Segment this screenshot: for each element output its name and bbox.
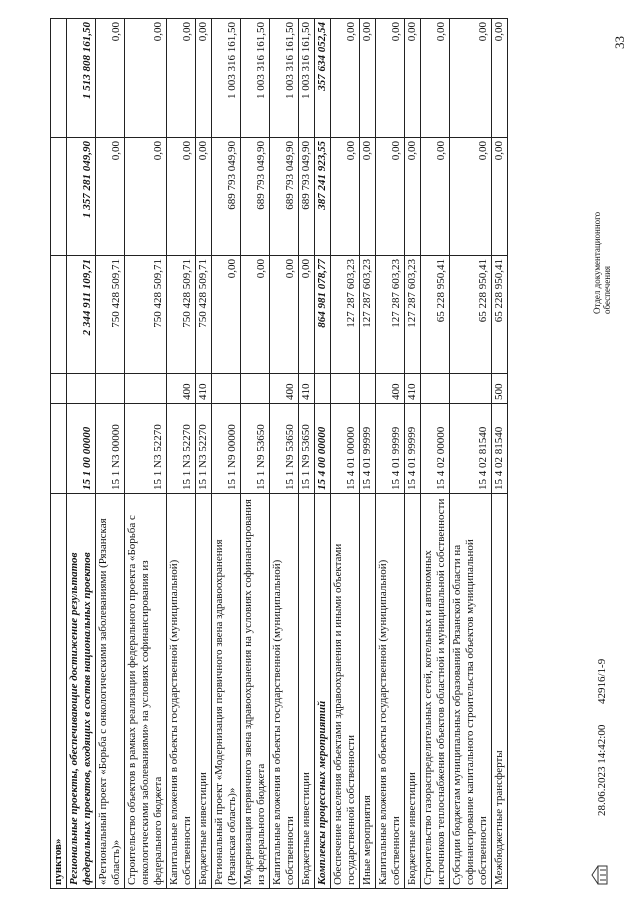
row-vr-cell	[67, 374, 96, 404]
row-amount-2025-cell: 0,00	[167, 19, 196, 138]
row-amount-2024-cell: 0,00	[360, 138, 376, 256]
row-code-cell: 15 4 01 00000	[331, 404, 360, 494]
row-amount-2023-cell: 0,00	[241, 256, 270, 374]
row-amount-2023-cell: 750 428 509,71	[167, 256, 196, 374]
table-row	[360, 19, 376, 889]
table-row	[270, 19, 299, 889]
row-amount-2024-cell: 0,00	[196, 138, 212, 256]
row-amount-2023-cell: 750 428 509,71	[96, 256, 125, 374]
row-name-cell: Субсидии бюджетам муниципальных образований Рязанской области на софинансирование капитального строительства объектов муниципальной собственности	[450, 494, 492, 889]
row-amount-2025-cell: 357 634 052,54	[315, 19, 331, 138]
row-name-cell: Строительство объектов в рамках реализации федерального проекта «Борьба с онкологическими заболеваниями» на условиях софинансирования из федерального бюджета	[125, 494, 167, 889]
row-vr-cell	[241, 374, 270, 404]
row-amount-2025-cell: 0,00	[421, 19, 450, 138]
row-amount-2023-cell: 65 228 950,41	[492, 256, 508, 374]
row-name-cell: Региональный проект «Модернизация первичного звена здравоохранения (Рязанская область)»	[212, 494, 241, 889]
row-amount-2024-cell: 689 793 049,90	[241, 138, 270, 256]
row-code-cell: 15 4 01 99999	[360, 404, 376, 494]
row-name-cell: Капитальные вложения в объекты государственной (муниципальной) собственности	[167, 494, 196, 889]
row-amount-2023-cell: 0,00	[270, 256, 299, 374]
row-code-cell: 15 1 N9 00000	[212, 404, 241, 494]
row-vr-cell: 400	[376, 374, 405, 404]
row-code-cell: 15 4 00 00000	[315, 404, 331, 494]
row-code-cell: 15 1 N3 52270	[167, 404, 196, 494]
row-name-cell: пунктов»	[51, 494, 67, 889]
table-row	[450, 19, 492, 889]
row-name-cell: «Региональный проект «Борьба с онкологическими заболеваниями (Рязанская область)»	[96, 494, 125, 889]
row-amount-2025-cell	[51, 19, 67, 138]
table-row	[376, 19, 405, 889]
table-row	[67, 19, 96, 889]
row-amount-2025-cell: 0,00	[125, 19, 167, 138]
row-amount-2024-cell: 0,00	[421, 138, 450, 256]
row-amount-2024-cell: 0,00	[376, 138, 405, 256]
row-amount-2023-cell: 127 287 603,23	[331, 256, 360, 374]
row-amount-2023-cell: 750 428 509,71	[196, 256, 212, 374]
row-amount-2024-cell: 0,00	[450, 138, 492, 256]
row-name-cell: Капитальные вложения в объекты государственной (муниципальной) собственности	[270, 494, 299, 889]
row-vr-cell: 400	[167, 374, 196, 404]
row-vr-cell: 500	[492, 374, 508, 404]
row-vr-cell	[360, 374, 376, 404]
table-row	[96, 19, 125, 889]
row-code-cell: 15 1 N9 53650	[241, 404, 270, 494]
footer-dept-line2: обеспечения	[602, 265, 612, 314]
row-code-cell: 15 1 N3 52270	[196, 404, 212, 494]
table-row	[331, 19, 360, 889]
row-name-cell: Модернизация первичного звена здравоохранения на условиях софинансирования из федерального бюджета	[241, 494, 270, 889]
row-amount-2023-cell: 750 428 509,71	[125, 256, 167, 374]
row-amount-2024-cell: 0,00	[492, 138, 508, 256]
row-vr-cell: 410	[405, 374, 421, 404]
footer-dept-line1: Отдел документационного	[592, 211, 602, 314]
row-name-cell: Региональные проекты, обеспечивающие достижение результатов федеральных проектов, входящих в состав национальных проектов	[67, 494, 96, 889]
row-code-cell: 15 1 N3 00000	[96, 404, 125, 494]
row-code-cell: 15 4 01 99999	[376, 404, 405, 494]
row-code-cell: 15 1 00 00000	[67, 404, 96, 494]
row-amount-2025-cell: 0,00	[492, 19, 508, 138]
row-code-cell: 15 4 02 00000	[421, 404, 450, 494]
row-amount-2025-cell: 0,00	[96, 19, 125, 138]
row-amount-2025-cell: 0,00	[405, 19, 421, 138]
row-code-cell: 15 1 N9 53650	[299, 404, 315, 494]
footer-doc-id: 42916/1-9	[596, 658, 608, 704]
row-amount-2023-cell: 0,00	[212, 256, 241, 374]
table-row	[421, 19, 450, 889]
table-row	[196, 19, 212, 889]
row-vr-cell	[212, 374, 241, 404]
row-amount-2024-cell: 0,00	[331, 138, 360, 256]
row-amount-2025-cell: 1 003 316 161,50	[241, 19, 270, 138]
row-vr-cell	[315, 374, 331, 404]
row-vr-cell	[96, 374, 125, 404]
row-name-cell: Бюджетные инвестиции	[299, 494, 315, 889]
table-row	[51, 19, 67, 889]
row-name-cell: Бюджетные инвестиции	[196, 494, 212, 889]
row-amount-2025-cell: 0,00	[360, 19, 376, 138]
table-row	[492, 19, 508, 889]
row-vr-cell: 410	[299, 374, 315, 404]
row-amount-2025-cell: 1 513 808 161,50	[67, 19, 96, 138]
row-amount-2024-cell	[51, 138, 67, 256]
table-body	[51, 19, 508, 889]
row-vr-cell	[125, 374, 167, 404]
table-row	[405, 19, 421, 889]
table-row	[299, 19, 315, 889]
page-number: 33	[612, 36, 627, 49]
row-vr-cell	[51, 374, 67, 404]
table-row	[212, 19, 241, 889]
table-row	[241, 19, 270, 889]
row-amount-2025-cell: 0,00	[376, 19, 405, 138]
row-amount-2024-cell: 689 793 049,90	[270, 138, 299, 256]
emblem-icon	[590, 864, 613, 886]
footer-department	[592, 174, 612, 314]
row-amount-2023-cell: 2 344 911 109,71	[67, 256, 96, 374]
row-name-cell: Строительство газораспределительных сетей, котельных и автономных источников теплоснабжения объектов областной и муниципальной собственности	[421, 494, 450, 889]
row-amount-2023-cell: 127 287 603,23	[360, 256, 376, 374]
row-name-cell: Обеспечение населения объектами здравоохранения и иными объектами государственной собственности	[331, 494, 360, 889]
row-code-cell: 15 1 N9 53650	[270, 404, 299, 494]
row-name-cell: Капитальные вложения в объекты государственной (муниципальной) собственности	[376, 494, 405, 889]
row-name-cell: Комплексы процессных мероприятий	[315, 494, 331, 889]
row-amount-2024-cell: 0,00	[167, 138, 196, 256]
row-name-cell: Иные мероприятия	[360, 494, 376, 889]
table-row	[167, 19, 196, 889]
row-amount-2025-cell: 0,00	[331, 19, 360, 138]
table-row	[315, 19, 331, 889]
row-amount-2025-cell: 1 003 316 161,50	[270, 19, 299, 138]
row-code-cell: 15 4 02 81540	[450, 404, 492, 494]
row-amount-2025-cell: 1 003 316 161,50	[299, 19, 315, 138]
row-vr-cell	[421, 374, 450, 404]
row-amount-2025-cell: 1 003 316 161,50	[212, 19, 241, 138]
row-vr-cell: 410	[196, 374, 212, 404]
row-amount-2024-cell: 0,00	[405, 138, 421, 256]
row-amount-2024-cell: 689 793 049,90	[299, 138, 315, 256]
row-amount-2023-cell: 127 287 603,23	[405, 256, 421, 374]
row-amount-2025-cell: 0,00	[196, 19, 212, 138]
row-amount-2023-cell: 65 228 950,41	[450, 256, 492, 374]
row-code-cell: 15 4 01 99999	[405, 404, 421, 494]
row-vr-cell	[331, 374, 360, 404]
row-amount-2025-cell: 0,00	[450, 19, 492, 138]
row-amount-2023-cell: 0,00	[299, 256, 315, 374]
row-amount-2024-cell: 0,00	[96, 138, 125, 256]
row-code-cell	[51, 404, 67, 494]
row-name-cell: Межбюджетные трансферты	[492, 494, 508, 889]
row-vr-cell: 400	[270, 374, 299, 404]
budget-table	[50, 18, 508, 889]
table-row	[125, 19, 167, 889]
row-amount-2023-cell	[51, 256, 67, 374]
row-code-cell: 15 1 N3 52270	[125, 404, 167, 494]
footer-date: 28.06.2023 14:42:00	[596, 724, 608, 816]
row-amount-2024-cell: 689 793 049,90	[212, 138, 241, 256]
row-amount-2023-cell: 127 287 603,23	[376, 256, 405, 374]
row-amount-2024-cell: 387 241 923,55	[315, 138, 331, 256]
row-vr-cell	[450, 374, 492, 404]
row-amount-2024-cell: 0,00	[125, 138, 167, 256]
row-amount-2023-cell: 864 981 078,77	[315, 256, 331, 374]
row-code-cell: 15 4 02 81540	[492, 404, 508, 494]
row-name-cell: Бюджетные инвестиции	[405, 494, 421, 889]
row-amount-2023-cell: 65 228 950,41	[421, 256, 450, 374]
row-amount-2024-cell: 1 357 281 049,90	[67, 138, 96, 256]
